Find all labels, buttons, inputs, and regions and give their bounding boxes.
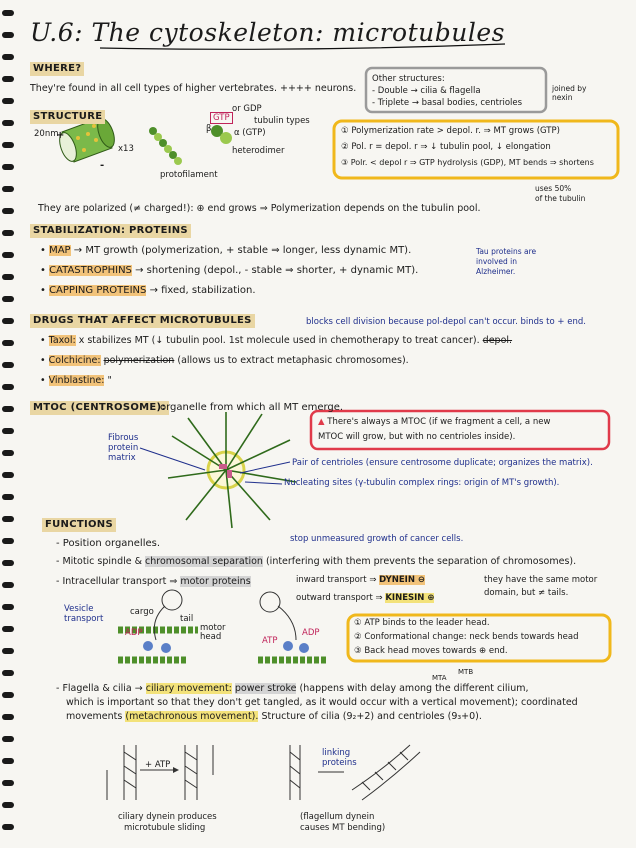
cilia-sliding-drawing (107, 745, 213, 800)
mtoc-text: organelle from which all MT emerge. (160, 402, 344, 413)
cancer-note: stop unmeasured growth of cancer cells. (290, 534, 464, 544)
gtp-label: GTP (210, 112, 233, 124)
taxol-label: Taxol: (48, 335, 76, 346)
function-3a: - Intracellular transport ⇒ (56, 576, 178, 587)
centrioles-label: Pair of centrioles (ensure centrosome duplicate; organizes the matrix). (292, 458, 593, 468)
proteins-label: proteins (322, 758, 357, 768)
mtb-label: MTB (458, 668, 474, 676)
page-title: U.6: The cytoskeleton: microtubules (30, 18, 505, 47)
capping-row: • CAPPING PROTEINS → fixed, stabilization. (40, 285, 256, 296)
warning-icon: ▲ (318, 417, 325, 427)
kinesin-step-2: ② Conformational change: neck bends towards head (354, 632, 579, 642)
caption-1b: microtubule sliding (124, 823, 206, 833)
times-label: x13 (118, 144, 134, 154)
mta-label: MTA (432, 674, 447, 682)
tail-label: tail (180, 614, 194, 624)
same-domain-1: they have the same motor (484, 575, 598, 585)
cargo-label: cargo (130, 607, 154, 617)
linking-label: linking (322, 748, 351, 758)
adp-label-2: ADP (302, 628, 320, 638)
flagella-1c: power stroke (234, 683, 297, 694)
flagella-1a: - Flagella & cilia → (56, 683, 143, 694)
mtoc-alert-1 (318, 417, 550, 427)
minus-end-label: - (100, 160, 105, 171)
drugs-heading: DRUGS THAT AFFECT MICROTUBULES (30, 314, 255, 328)
drugs-note: blocks cell division because pol-depol can't occur. binds to + end. (306, 317, 586, 327)
flagella-3c: Structure of cilia (9₂+2) and centrioles (9₃+0). (261, 711, 482, 722)
caption-1a: ciliary dynein produces (118, 812, 217, 822)
gdp-label: or GDP (232, 104, 262, 114)
flagella-line-1 (56, 683, 529, 695)
caption-2a: (flagellum dynein (300, 812, 375, 822)
flagella-1b: ciliary movement: (145, 683, 232, 694)
vesicle-label: Vesicle (64, 604, 94, 614)
mtoc-heading: MTOC (CENTROSOME): (30, 401, 169, 415)
cilia-bending-drawing (290, 745, 420, 800)
heterodimer-label: heterodimer (232, 146, 285, 156)
vinblastine-label: Vinblastine: (48, 375, 105, 386)
capping-text: → fixed, stabilization. (149, 285, 256, 296)
outward-row (296, 593, 434, 603)
function-3b: motor proteins (180, 576, 251, 587)
where-heading: WHERE? (30, 62, 84, 76)
dynein-label: DYNEIN ⊖ (379, 575, 426, 585)
fibrous-label-2: protein (108, 443, 139, 453)
tubulin-types-label: tubulin types (254, 116, 310, 126)
other-structures-line1: - Double → cilia & flagella (372, 86, 481, 96)
beta-label: β (206, 124, 212, 134)
colchicine-row: • Colchicine: polymerization (allows us to extract metaphasic chromosomes). (40, 355, 409, 366)
function-2 (56, 556, 576, 568)
other-structures-line2: - Triplete → basal bodies, centrioles (372, 98, 523, 108)
protofilament-label: protofilament (160, 170, 218, 180)
flagella-1d: (happens with delay among the different cilium, (299, 683, 529, 694)
other-structures-title: Other structures: (372, 74, 445, 84)
tau-note-2: involved in (476, 257, 517, 266)
protofilament-drawing (149, 127, 182, 165)
taxol-row: • Taxol: x stabilizes MT (↓ tubulin pool. 1st molecule used in chemotherapy to treat cancer). depol. (40, 335, 513, 346)
catastrophins-text: → shortening (depol., - stable ⇒ shorter, + dynamic MT). (135, 265, 419, 276)
kinesin-step-3: ③ Back head moves towards ⊕ end. (354, 646, 508, 656)
where-text: They're found in all cell types of higher vertebrates. ++++ neurons. (30, 83, 357, 94)
atp-label: ATP (262, 636, 278, 646)
plus-end-label: + (56, 130, 65, 141)
function-2c: (interfering with them prevents the separation of chromosomes). (265, 556, 577, 567)
colchicine-text: (allows us to extract metaphasic chromosomes). (177, 355, 409, 366)
inward-row (296, 575, 425, 585)
mtoc-alert-text-1: There's always a MTOC (if we fragment a cell, a new (327, 417, 551, 427)
outward-text: outward transport ⇒ (296, 593, 383, 603)
inward-text: inward transport ⇒ (296, 575, 377, 585)
function-3 (56, 576, 251, 588)
function-1: - Position organelles. (56, 538, 161, 549)
polymer-rule-1: ① Polymerization rate > depol. r. ⇒ MT grows (GTP) (341, 126, 560, 136)
colchicine-strike: polymerization (103, 355, 175, 366)
tau-note-3: Alzheimer. (476, 267, 516, 276)
polarized-text: They are polarized (≠ charged!): ⊕ end grows ⇒ Polymerization depends on the tubulin pool. (38, 203, 481, 214)
head-label: head (200, 632, 222, 642)
vinblastine-text: " (107, 375, 112, 386)
flagella-line-3 (66, 711, 482, 723)
flagella-3b: (metachronous movement). (125, 711, 259, 722)
caption-2b: causes MT bending) (300, 823, 386, 833)
function-2b: chromosomal separation (145, 556, 263, 567)
plus-atp-label: + ATP (145, 760, 171, 770)
nucleating-label: Nucleating sites (γ-tubulin complex rings: origin of MT's growth). (284, 478, 560, 488)
transport-label: transport (64, 614, 104, 624)
tubulin-note-1: uses 50% (535, 184, 572, 193)
mtoc-alert-2: MTOC will grow, but with no centrioles inside). (318, 432, 516, 442)
capping-label: CAPPING PROTEINS (49, 285, 147, 296)
taxol-text: x stabilizes MT (↓ tubulin pool. 1st molecule used in chemotherapy to treat cancer). (78, 335, 480, 346)
fibrous-label-1: Fibrous (108, 433, 139, 443)
polymer-rule-3: ③ Polr. < depol r ⇒ GTP hydrolysis (GDP), MT bends ⇒ shortens (341, 158, 594, 167)
alpha-label: α (GTP) (234, 128, 266, 138)
polymer-rule-2: ② Pol. r = depol. r ⇒ ↓ tubulin pool, ↓ elongation (341, 142, 551, 152)
nexin-note: joined by nexin (552, 84, 587, 102)
map-row: • MAP → MT growth (polymerization, + stable ⇒ longer, less dynamic MT). (40, 245, 412, 256)
kinesin-label: KINESIN ⊕ (385, 593, 435, 603)
map-text: → MT growth (polymerization, + stable ⇒ longer, less dynamic MT). (73, 245, 412, 256)
structure-heading: STRUCTURE (30, 110, 105, 124)
catastrophins-row: • CATASTROPHINS → shortening (depol., - stable ⇒ shorter, + dynamic MT). (40, 265, 419, 276)
catastrophins-label: CATASTROPHINS (49, 265, 132, 276)
tau-note-1: Tau proteins are (476, 247, 537, 256)
same-domain-2: domain, but ≠ tails. (484, 588, 569, 598)
functions-heading: FUNCTIONS (42, 518, 116, 532)
stabilization-heading: STABILIZATION: PROTEINS (30, 224, 191, 238)
flagella-3a: movements (66, 711, 123, 722)
flagella-line-2: which is important so that they don't get tangled, as it would occur with a vertical movement); coordinated (66, 697, 578, 708)
function-2a: - Mitotic spindle & (56, 556, 143, 567)
colchicine-label: Colchicine: (48, 355, 101, 366)
tubulin-note-2: of the tubulin (535, 194, 586, 203)
centrosome-drawing (140, 412, 296, 528)
vinblastine-row: • Vinblastine: " (40, 375, 112, 386)
map-label: MAP (49, 245, 71, 256)
motor-label: motor (200, 623, 226, 633)
fibrous-label-3: matrix (108, 453, 136, 463)
depol-strike: depol. (482, 335, 513, 346)
kinesin-step-1: ① ATP binds to the leader head. (354, 618, 490, 628)
adp-label-1: ADP (125, 628, 143, 638)
size-label: 20nm (34, 129, 59, 139)
